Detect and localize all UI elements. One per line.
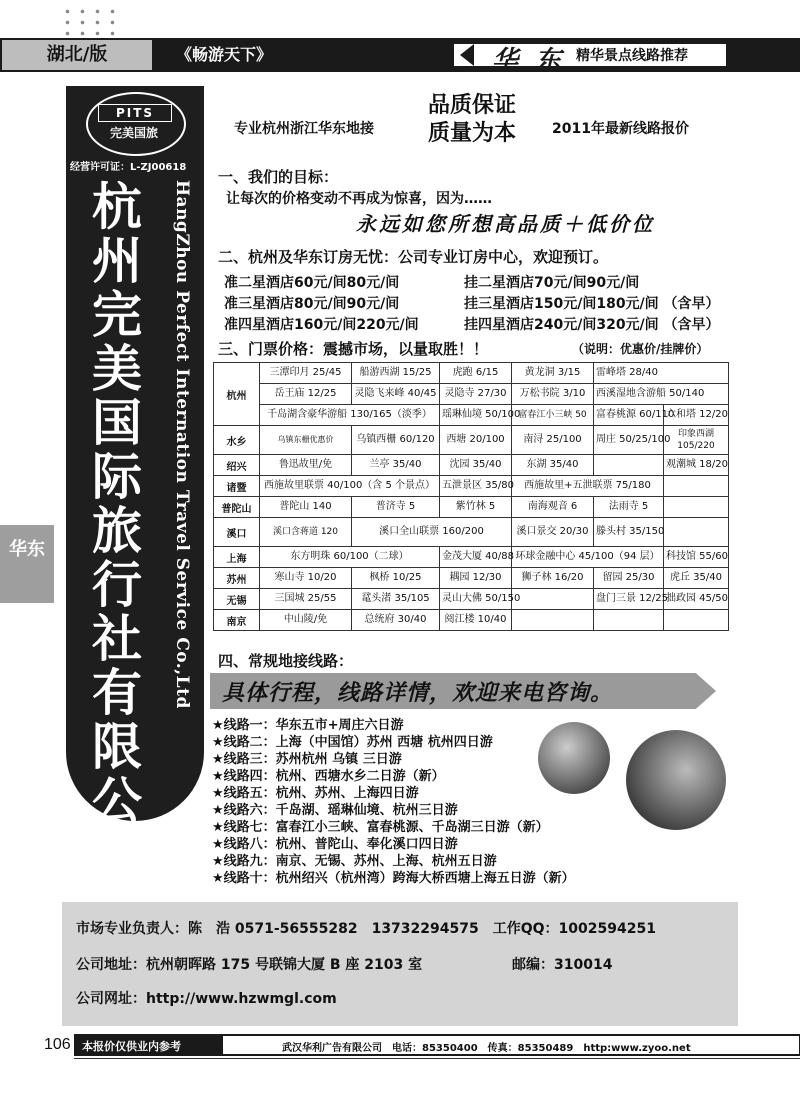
- ticket-cell: 岳王庙 12/25: [260, 384, 352, 405]
- year-quote: 2011年最新线路报价: [552, 121, 689, 137]
- ticket-cell: 紫竹林 5: [440, 497, 512, 518]
- bottom-rule: [74, 1058, 800, 1059]
- route-item: ★线路十：杭州绍兴（杭州湾）跨海大桥西塘上海五日游（新）: [212, 871, 575, 886]
- east-china-title: 华 东: [492, 46, 566, 76]
- hotel-price: 准二星酒店60元/间80元/间: [224, 275, 400, 291]
- ticket-cell: 阅江楼 10/40: [440, 610, 512, 631]
- ticket-cell: 千岛湖含豪华游船 130/165（淡季）: [260, 405, 440, 426]
- pagoda-photo: [538, 722, 610, 794]
- city-cell: 诸暨: [214, 476, 260, 497]
- ticket-cell: 金茂大厦 40/88: [440, 547, 512, 568]
- city-cell: 杭州: [214, 363, 260, 426]
- ticket-cell: 科技馆 55/60: [664, 547, 729, 568]
- ticket-cell: 印象西湖 105/220: [664, 426, 729, 455]
- ticket-cell: 灵山大佛 50/150: [440, 589, 512, 610]
- ticket-cell: [664, 518, 729, 547]
- page-number: 106: [44, 1036, 71, 1053]
- route-item: ★线路九：南京、无锡、苏州、上海、杭州五日游: [212, 854, 497, 869]
- ticket-cell: [512, 589, 594, 610]
- ticket-cell: 溪口景交 20/30: [512, 518, 594, 547]
- ticket-cell: 兰亭 35/40: [352, 455, 440, 476]
- ticket-cell: 虎丘 35/40: [664, 568, 729, 589]
- postcode: 邮编：310014: [512, 957, 613, 973]
- ticket-cell: 三国城 25/55: [260, 589, 352, 610]
- ticket-cell: 普济寺 5: [352, 497, 440, 518]
- ticket-cell: 乌镇西栅 60/120: [352, 426, 440, 455]
- agency-name-en: HangZhou Perfect Internation Travel Service Co.,Ltd: [172, 180, 192, 709]
- contact-person: 市场专业负责人：陈 浩 0571-56555282 13732294575 工作QQ：1002594251: [76, 921, 656, 937]
- ticket-cell: 灵隐寺 27/30: [440, 384, 512, 405]
- ticket-cell: 滕头村 35/150: [594, 518, 664, 547]
- ticket-cell: 溪口全山联票 160/200: [352, 518, 512, 547]
- city-cell: 上海: [214, 547, 260, 568]
- ticket-cell: 寒山寺 10/20: [260, 568, 352, 589]
- ticket-cell: 雷峰塔 28/40: [594, 363, 729, 384]
- ticket-cell: 东方明珠 60/100（二球）: [260, 547, 440, 568]
- ticket-cell: 南海观音 6: [512, 497, 594, 518]
- price-note: （说明：优惠价/挂牌价）: [572, 342, 709, 356]
- city-cell: 无锡: [214, 589, 260, 610]
- ticket-cell: 留园 25/30: [594, 568, 664, 589]
- hotel-price: 挂四星酒店240元/间320元/间 （含早）: [464, 317, 720, 333]
- route-item: ★线路三：苏州杭州 乌镇 三日游: [212, 752, 402, 767]
- hotel-price: 准三星酒店80元/间90元/间: [224, 296, 400, 312]
- city-cell: 南京: [214, 610, 260, 631]
- region-side-tab: 华东: [0, 525, 54, 603]
- footer-agency-info: 武汉华利广告有限公司 电话：85350400 传真：85350489 http:www.zyoo.net: [282, 1043, 691, 1054]
- ticket-cell: [664, 610, 729, 631]
- ticket-cell: 灵隐飞来峰 40/45: [352, 384, 440, 405]
- ticket-cell: [664, 476, 729, 497]
- ticket-cell: 富春桃源 60/110: [594, 405, 664, 426]
- logo-abbr: PITS: [98, 104, 172, 122]
- city-cell: 溪口: [214, 518, 260, 547]
- ticket-cell: 虎跑 6/15: [440, 363, 512, 384]
- ticket-cell: 耦园 12/30: [440, 568, 512, 589]
- quality-line-1: 品质保证: [428, 93, 517, 118]
- hotel-price: 准四星酒店160元/间220元/间: [224, 317, 419, 333]
- ticket-cell: 环球金融中心 45/100（94 层）: [512, 547, 664, 568]
- arrow-left-icon: [460, 44, 474, 66]
- ticket-cell: 黄龙洞 3/15: [512, 363, 594, 384]
- ticket-cell: 鼋头渚 35/105: [352, 589, 440, 610]
- ticket-cell: 万松书院 3/10: [512, 384, 594, 405]
- footer-disclaimer: 本报价仅供业内参考: [82, 1040, 181, 1053]
- ticket-price-table: [213, 362, 729, 631]
- ticket-cell: 狮子林 16/20: [512, 568, 594, 589]
- company-address: 公司地址：杭州朝晖路 175 号联锦大厦 B 座 2103 室: [76, 957, 423, 973]
- tagline: 专业杭州浙江华东地接: [234, 121, 374, 137]
- ticket-cell: 乌镇东栅优惠价: [260, 426, 352, 455]
- logo-cn: 完美国旅: [109, 126, 158, 140]
- ticket-cell: 法雨寺 5: [594, 497, 664, 518]
- canal-boat-photo: [626, 730, 726, 830]
- ticket-cell: 西溪湿地含游船 50/140: [594, 384, 729, 405]
- ticket-cell: [512, 610, 594, 631]
- section1-slogan: 永远如您所想高品质＋低价位: [356, 212, 655, 236]
- section3-title: 三、门票价格：震撼市场，以量取胜！！: [218, 340, 489, 358]
- edition-label: 湖北/版: [2, 40, 152, 70]
- ticket-cell: 拙政园 45/50: [664, 589, 729, 610]
- city-cell: 普陀山: [214, 497, 260, 518]
- route-item: ★线路八：杭州、普陀山、奉化溪口四日游: [212, 837, 458, 852]
- ticket-cell: 南浔 25/100: [512, 426, 594, 455]
- ticket-cell: 西施故里联票 40/100（含 5 个景点）: [260, 476, 440, 497]
- section2-title: 二、杭州及华东订房无忧：公司专业订房中心，欢迎预订。: [218, 248, 609, 266]
- city-cell: 苏州: [214, 568, 260, 589]
- ticket-cell: [664, 497, 729, 518]
- company-website: 公司网址：http://www.hzwmgl.com: [76, 991, 337, 1007]
- section1-line: 让每次的价格变动不再成为惊喜，因为……: [226, 191, 492, 207]
- route-item: ★线路六：千岛湖、瑶琳仙境、杭州三日游: [212, 803, 458, 818]
- ticket-cell: 普陀山 140: [260, 497, 352, 518]
- ticket-cell: 溪口含蒋道 120: [260, 518, 352, 547]
- city-cell: 绍兴: [214, 455, 260, 476]
- ticket-cell: [594, 455, 664, 476]
- quality-slogan: [428, 92, 516, 148]
- quality-line-2: 质量为本: [428, 121, 517, 146]
- route-item: ★线路七：富春江小三峡、富春桃源、千岛湖三日游（新）: [212, 820, 549, 835]
- ticket-cell: 沈园 35/40: [440, 455, 512, 476]
- ticket-cell: 观潮城 18/20: [664, 455, 729, 476]
- agency-name-cn: 杭州完美国际旅行社有限公司: [92, 178, 142, 884]
- route-item: ★线路四：杭州、西塘水乡二日游（新）: [212, 769, 445, 784]
- route-item: ★线路一：华东五市+周庄六日游: [212, 718, 404, 733]
- ticket-cell: 瑶琳仙境 50/100: [440, 405, 512, 426]
- ticket-cell: 盘门三景 12/25: [594, 589, 664, 610]
- route-item: ★线路二：上海（中国馆）苏州 西塘 杭州四日游: [212, 735, 493, 750]
- ticket-cell: 周庄 50/25/100: [594, 426, 664, 455]
- city-cell: 水乡: [214, 426, 260, 455]
- ticket-cell: 中山陵/免: [260, 610, 352, 631]
- ticket-cell: [594, 610, 664, 631]
- ticket-cell: 西施故里+五泄联票 75/180: [512, 476, 664, 497]
- recommend-label: 精华景点线路推荐: [576, 48, 688, 64]
- ticket-cell: 富春江小三峡 50: [512, 405, 594, 426]
- ticket-cell: 船游西湖 15/25: [352, 363, 440, 384]
- route-item: ★线路五：杭州、苏州、上海四日游: [212, 786, 419, 801]
- ticket-cell: 五泄景区 35/80: [440, 476, 512, 497]
- license-number: 经营许可证：L-ZJ00618: [70, 162, 187, 173]
- ticket-cell: 三潭印月 25/45: [260, 363, 352, 384]
- consult-banner-text: 具体行程，线路详情，欢迎来电咨询。: [222, 681, 614, 706]
- decorative-dots: [60, 6, 120, 38]
- ticket-cell: 枫桥 10/25: [352, 568, 440, 589]
- ticket-cell: 鲁迅故里/免: [260, 455, 352, 476]
- ticket-cell: 西塘 20/100: [440, 426, 512, 455]
- section4-title: 四、常规地接线路：: [218, 652, 354, 670]
- column-title: 《畅游天下》: [176, 45, 273, 64]
- ticket-cell: 六和塔 12/20: [664, 405, 729, 426]
- hotel-price: 挂三星酒店150元/间180元/间 （含早）: [464, 296, 720, 312]
- ticket-cell: 东湖 35/40: [512, 455, 594, 476]
- hotel-price: 挂二星酒店70元/间90元/间: [464, 275, 640, 291]
- section1-title: 一、我们的目标：: [218, 168, 339, 186]
- ticket-cell: 总统府 30/40: [352, 610, 440, 631]
